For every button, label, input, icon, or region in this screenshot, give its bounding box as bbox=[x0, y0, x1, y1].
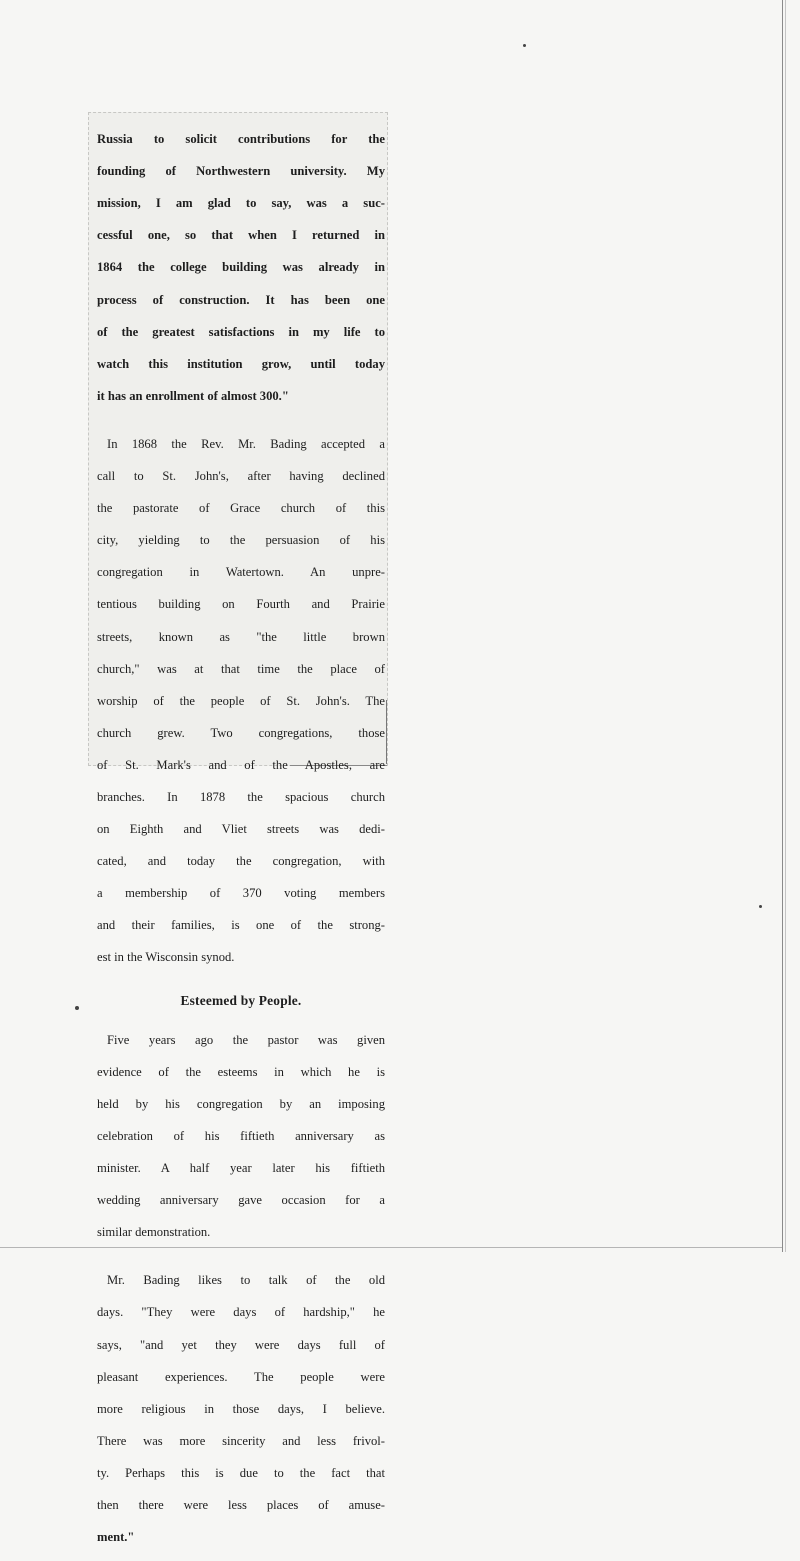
article-paragraph-4 bbox=[97, 1256, 385, 1561]
text-line: wedding anniversary gave occasion for a bbox=[97, 1193, 385, 1208]
text-line: There was more sincerity and less frivol- bbox=[97, 1433, 385, 1448]
text-line: tentious building on Fourth and Prairie bbox=[97, 597, 385, 612]
page-edge-right bbox=[782, 0, 783, 1252]
dust-speck bbox=[523, 44, 526, 47]
text-line: city, yielding to the persuasion of his bbox=[97, 533, 385, 548]
text-line: held by his congregation by an imposing bbox=[97, 1096, 385, 1111]
text-line: Russia to solicit contributions for the bbox=[97, 132, 385, 147]
text-line: est in the Wisconsin synod. bbox=[97, 950, 235, 965]
page-edge-right-inner bbox=[785, 0, 786, 1252]
text-line: evidence of the esteems in which he is bbox=[97, 1064, 385, 1079]
clipping-edge-line bbox=[386, 700, 387, 764]
text-line: similar demonstration. bbox=[97, 1225, 211, 1240]
text-line: on Eighth and Vliet streets was dedi- bbox=[97, 822, 385, 837]
text-line: streets, known as "the little brown bbox=[97, 629, 385, 644]
article-paragraph-3 bbox=[97, 1016, 385, 1257]
article-paragraph-2 bbox=[97, 420, 385, 982]
text-line: a membership of 370 voting members bbox=[97, 886, 385, 901]
text-line: 1864 the college building was already in bbox=[97, 260, 385, 275]
article-text bbox=[97, 115, 385, 1561]
text-line: congregation in Watertown. An unpre- bbox=[97, 565, 385, 580]
text-line: it has an enrollment of almost 300." bbox=[97, 388, 289, 403]
text-line: of the greatest satisfactions in my life to bbox=[97, 324, 385, 339]
text-line: celebration of his fiftieth anniversary as bbox=[97, 1128, 385, 1143]
text-line: call to St. John's, after having declined bbox=[97, 469, 385, 484]
text-line: says, "and yet they were days full of bbox=[97, 1337, 385, 1352]
text-line: watch this institution grow, until today bbox=[97, 356, 385, 371]
text-line: branches. In 1878 the spacious church bbox=[97, 789, 385, 804]
text-line: founding of Northwestern university. My bbox=[97, 164, 385, 179]
text-line: pleasant experiences. The people were bbox=[97, 1369, 385, 1384]
subheading: Esteemed by People. bbox=[180, 992, 302, 1008]
text-line: cessful one, so that when I returned in bbox=[97, 228, 385, 243]
text-line: then there were less places of amuse- bbox=[97, 1497, 385, 1512]
text-line: church grew. Two congregations, those bbox=[97, 725, 385, 740]
dust-speck bbox=[759, 905, 762, 908]
text-line: Five years ago the pastor was given bbox=[107, 1032, 385, 1047]
text-line: minister. A half year later his fiftieth bbox=[97, 1161, 385, 1175]
text-line: worship of the people of St. John's. The bbox=[97, 693, 385, 708]
text-line: days. "They were days of hardship," he bbox=[97, 1305, 385, 1320]
text-line: the pastorate of Grace church of this bbox=[97, 501, 385, 516]
text-line: ment." bbox=[97, 1530, 135, 1545]
dust-speck bbox=[75, 1006, 79, 1010]
text-line: In 1868 the Rev. Mr. Bading accepted a bbox=[107, 436, 385, 451]
text-line: more religious in those days, I believe. bbox=[97, 1401, 385, 1416]
text-line: mission, I am glad to say, was a suc- bbox=[97, 196, 385, 211]
text-line: process of construction. It has been one bbox=[97, 292, 385, 307]
text-line: church," was at that time the place of bbox=[97, 661, 385, 676]
text-line: Mr. Bading likes to talk of the old bbox=[107, 1273, 385, 1288]
text-line: and their families, is one of the strong- bbox=[97, 918, 385, 933]
article-paragraph-1 bbox=[97, 115, 385, 420]
text-line: cated, and today the congregation, with bbox=[97, 854, 385, 869]
text-line: ty. Perhaps this is due to the fact that bbox=[97, 1465, 385, 1480]
text-line: of St. Mark's and of the Apostles, are bbox=[97, 757, 385, 772]
